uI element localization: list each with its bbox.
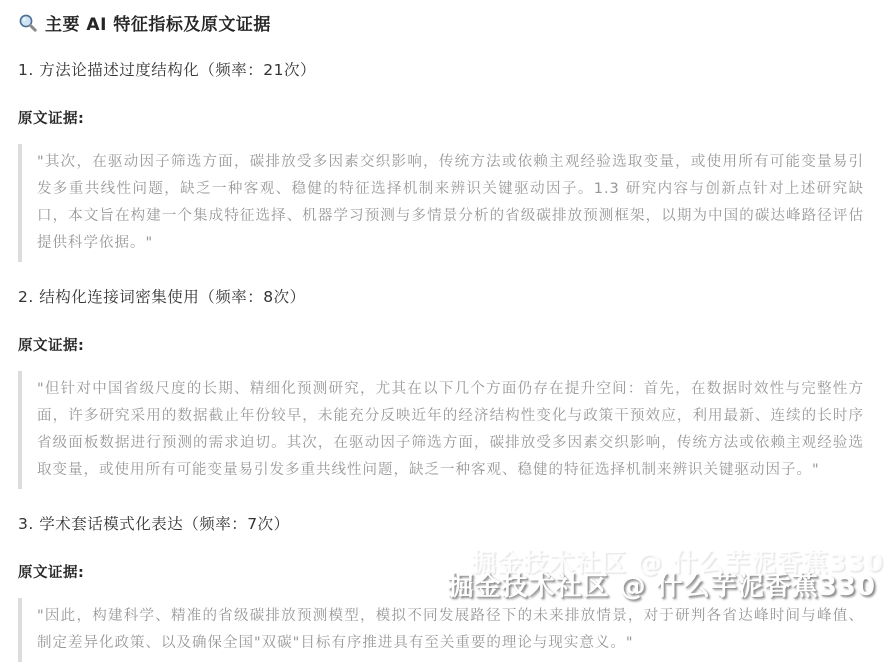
evidence-label: 原文证据: — [18, 111, 85, 127]
magnifier-icon — [18, 13, 38, 33]
section-heading: 3. 学术套话模式化表达（频率：7次） — [18, 515, 290, 533]
page-title-text: 主要 AI 特征指标及原文证据 — [45, 15, 271, 35]
section-heading: 1. 方法论描述过度结构化（频率：21次） — [18, 61, 316, 79]
evidence-label: 原文证据: — [18, 338, 85, 354]
section-connectives — [18, 285, 868, 489]
quote-block: "因此，构建科学、精准的省级碳排放预测模型，模拟不同发展路径下的未来排放情景，对于研判各省达峰时间与峰值、制定差异化政策、以及确保全国"双碳"目标有序推进具有至关重要的理论与现实意义。" — [18, 598, 868, 662]
page-title — [18, 10, 868, 35]
watermark-ghost: 掘金技术社区 @ 什么芋泥香蕉330 — [471, 548, 884, 577]
section-methodology — [18, 58, 868, 262]
section-academic-cliche — [18, 512, 868, 662]
quote-block: "其次，在驱动因子筛选方面，碳排放受多因素交织影响，传统方法或依赖主观经验选取变量，或使用所有可能变量易引发多重共线性问题，缺乏一种客观、稳健的特征选择机制来辨识关键驱动因子。1.3 研究内容与创新点针对上述研究缺口，本文旨在构建一个集成特征选择、机器学习预测与多情景分析的省级碳排放预测框架，以期为中国的碳达峰路径评估提供科学依据。" — [18, 144, 868, 262]
section-heading: 2. 结构化连接词密集使用（频率：8次） — [18, 288, 306, 306]
evidence-label: 原文证据: — [18, 565, 85, 581]
watermark: 掘金技术社区 @ 什么芋泥香蕉330 — [447, 572, 876, 602]
quote-block: "但针对中国省级尺度的长期、精细化预测研究，尤其在以下几个方面仍存在提升空间：首先，在数据时效性与完整性方面，许多研究采用的数据截止年份较早，未能充分反映近年的经济结构性变化与政策干预效应，利用最新、连续的长时序省级面板数据进行预测的需求迫切。其次，在驱动因子筛选方面，碳排放受多因素交织影响，传统方法或依赖主观经验选取变量，或使用所有可能变量易引发多重共线性问题，缺乏一种客观、稳健的特征选择机制来辨识关键驱动因子。" — [18, 371, 868, 489]
